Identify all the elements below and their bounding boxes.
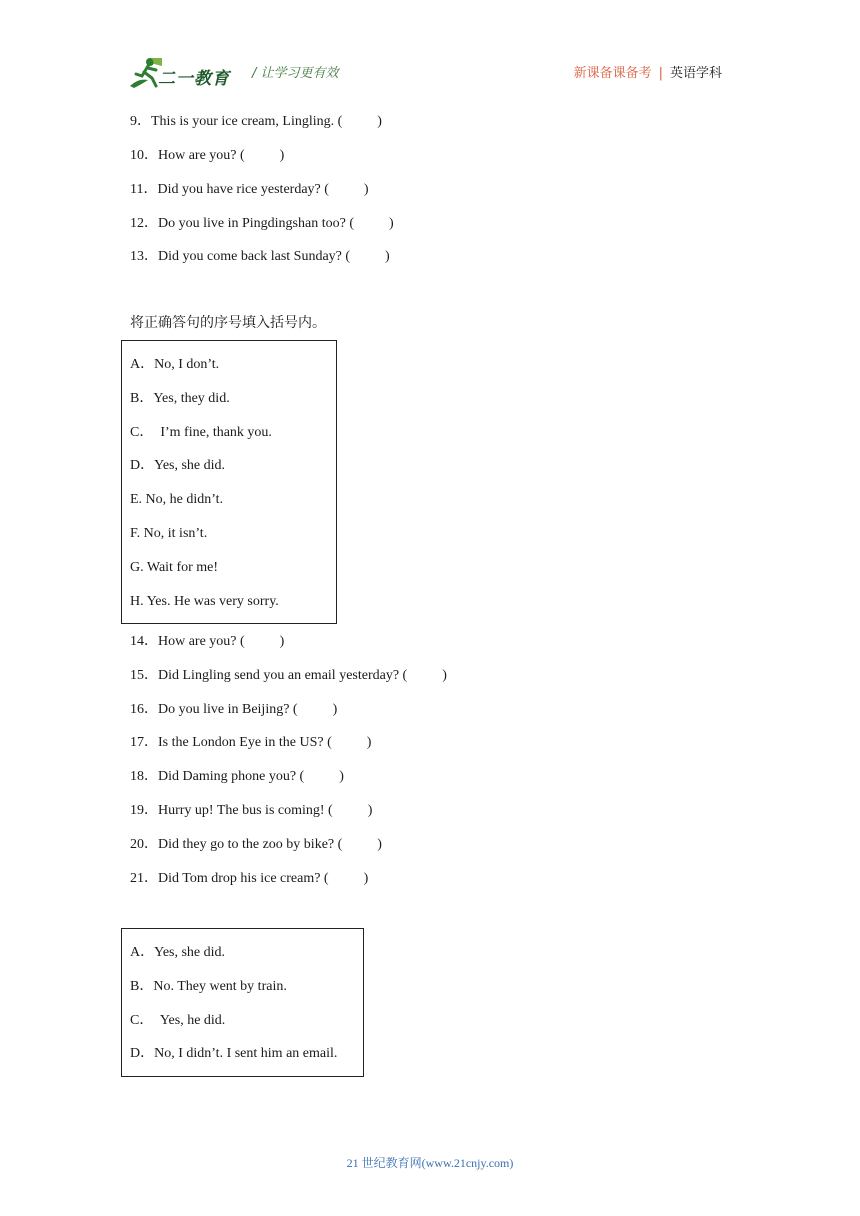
option-item: G. Wait for me! — [130, 560, 219, 575]
question-item: 9．This is your ice cream, Lingling. ( ) — [130, 114, 382, 129]
subject-label: 英语学科 — [669, 66, 722, 81]
question-item: 20．Did they go to the zoo by bike? ( ) — [130, 837, 382, 852]
option-item: A．No, I don’t. — [130, 357, 220, 372]
question-item: 15．Did Lingling send you an email yesterday? ( ) — [130, 668, 447, 683]
question-item: 17．Is the London Eye in the US? ( ) — [130, 735, 372, 750]
question-item: 18．Did Daming phone you? ( ) — [130, 769, 344, 784]
question-item: 10．How are you? ( ) — [130, 148, 285, 163]
question-item: 19．Hurry up! The bus is coming! ( ) — [130, 803, 373, 818]
option-item: B．Yes, they did. — [130, 391, 230, 406]
question-item: 11．Did you have rice yesterday? ( ) — [130, 182, 369, 197]
question-item: 12．Do you live in Pingdingshan too? ( ) — [130, 216, 394, 231]
option-item: A．Yes, she did. — [130, 945, 226, 960]
question-item: 13．Did you come back last Sunday? ( ) — [130, 249, 390, 264]
option-item: C． I’m fine, thank you. — [130, 425, 272, 440]
logo-text: 二一教育 — [158, 69, 230, 89]
question-item: 14．How are you? ( ) — [130, 634, 285, 649]
option-item: E. No, he didn’t. — [130, 492, 224, 507]
option-item: C． Yes, he did. — [130, 1013, 226, 1028]
option-item: D．Yes, she did. — [130, 458, 226, 473]
logo — [128, 56, 238, 90]
page-footer: 21 世纪教育网(www.21cnjy.com) — [346, 1156, 514, 1170]
question-item: 21．Did Tom drop his ice cream? ( ) — [130, 871, 369, 886]
header-right — [574, 62, 722, 81]
option-item: H. Yes. He was very sorry. — [130, 594, 279, 609]
question-item: 16．Do you live in Beijing? ( ) — [130, 702, 338, 717]
option-item: D．No, I didn’t. I sent him an email. — [130, 1046, 338, 1061]
header-separator: | — [658, 66, 663, 81]
options-box-2 — [121, 928, 364, 1077]
options-box-1 — [121, 340, 337, 624]
section-instruction: 将正确答句的序号填入括号内。 — [130, 316, 326, 331]
slogan: / 让学习更有效 — [252, 66, 339, 81]
header-right-label: 新课备课备考 — [573, 66, 652, 81]
option-item: B．No. They went by train. — [130, 979, 287, 994]
page-header — [128, 52, 728, 92]
option-item: F. No, it isn’t. — [130, 526, 208, 541]
